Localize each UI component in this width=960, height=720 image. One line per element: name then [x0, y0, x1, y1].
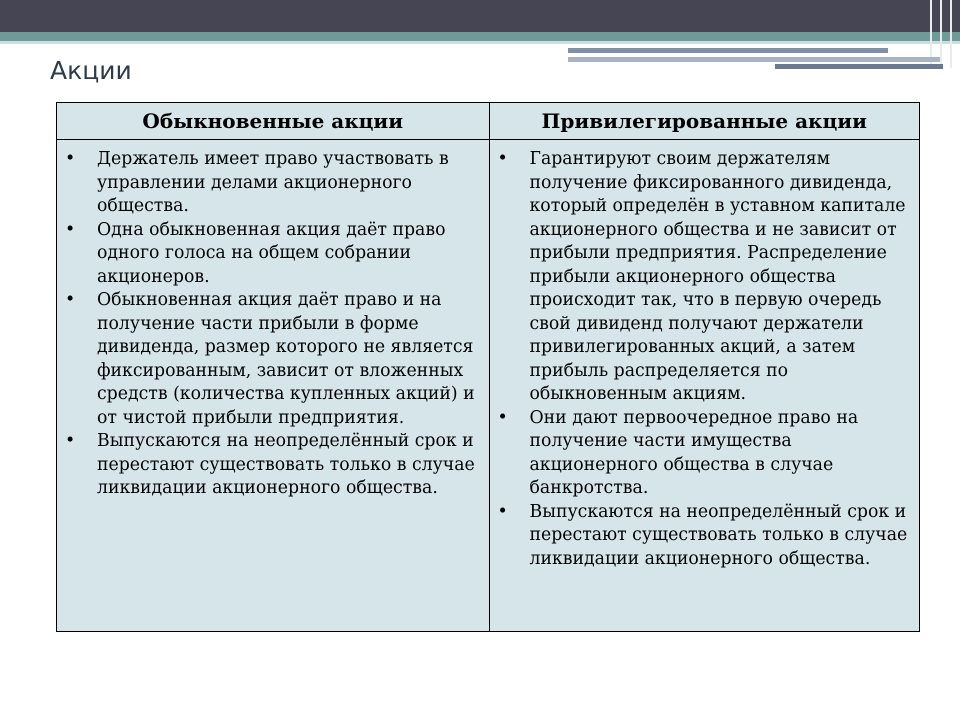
preferred-shares-list	[490, 148, 912, 571]
column-header-common-shares: Обыкновенные акции	[57, 103, 489, 140]
list-item: • Гарантируют своим держателям получение фиксированного дивиденда, который определён в уставном капитале акционерного общества и не зависит от прибыли предприятия. Распределение прибыли акционерного общества происходит так, что в первую очередь свой дивиденд получают держатели привилегированных акций, а затем прибыль распределяется по обыкновенным акциям.	[490, 148, 912, 407]
list-item: • Одна обыкновенная акция даёт право одного голоса на общем собрании акционеров.	[57, 219, 481, 290]
list-item: • Выпускаются на неопределённый срок и перестают существовать только в случае ликвидации акционерного общества.	[490, 501, 912, 572]
list-item: • Выпускаются на неопределённый срок и перестают существовать только в случае ликвидации акционерного общества.	[57, 430, 481, 501]
list-item: • Держатель имеет право участвовать в управлении делами акционерного общества.	[57, 148, 481, 219]
header-bar	[0, 0, 960, 32]
column-header-preferred-shares: Привилегированные акции	[489, 103, 919, 140]
decorative-stripe	[775, 64, 943, 69]
common-shares-cell	[57, 140, 489, 632]
slide-title: Акции	[50, 56, 132, 85]
preferred-shares-cell	[489, 140, 919, 632]
list-item: • Они дают первоочередное право на получение части имущества акционерного общества в случае банкротства.	[490, 407, 912, 501]
common-shares-list	[57, 148, 481, 501]
header-accent-line	[0, 41, 960, 44]
comparison-table	[56, 102, 920, 632]
decorative-stripe	[568, 57, 940, 62]
decorative-stripe	[568, 48, 888, 53]
list-item: • Обыкновенная акция даёт право и на получение части прибыли в форме дивиденда, размер которого не является фиксированным, зависит от вложенных средств (количества купленных акций) и от чистой прибыли предприятия.	[57, 289, 481, 430]
header-accent-band	[0, 32, 960, 41]
